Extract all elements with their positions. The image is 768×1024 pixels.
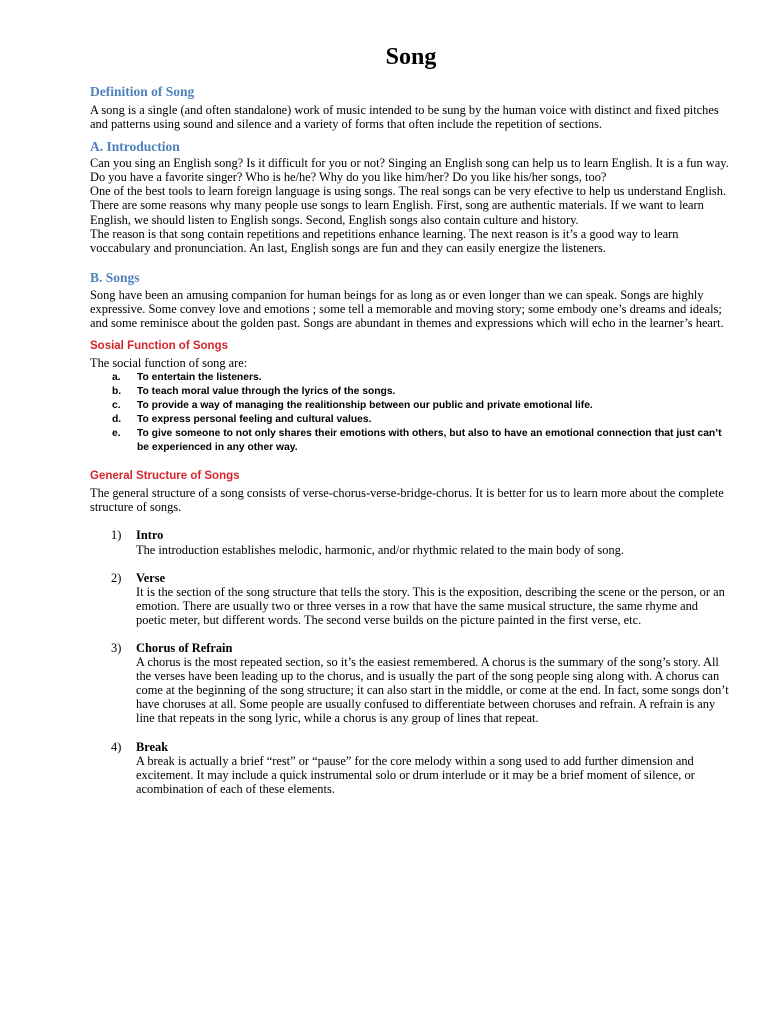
structure-item-intro xyxy=(90,528,730,556)
page-title: Song xyxy=(385,44,437,70)
structure-item-title: Break xyxy=(136,739,169,754)
introduction-body xyxy=(90,156,730,255)
list-item-text: To teach moral value through the lyrics of the songs. xyxy=(137,386,396,398)
introduction-paragraph: The reason is that song contain repetitions and repetitions enhance learning. The next reason is it’s a good way to learn voccabulary and pronunciation. An last, English songs are fun and they can easily energize the listeners. xyxy=(90,226,679,255)
list-marker: d. xyxy=(112,414,122,426)
introduction-paragraph: One of the best tools to learn foreign language is using songs. The real songs can be very efective to help us understand English. xyxy=(90,184,727,199)
structure-item-text: The introduction establishes melodic, harmonic, and/or rhythmic related to the main body of song. xyxy=(136,542,624,557)
structure-item-text: A break is actually a brief “rest” or “pause” for the core melody within a song used to add further dimension and excitement. It may include a quick instrumental solo or drum interlude or it may be a brief moment of silence, or acombination of each of these elements. xyxy=(136,753,695,796)
introduction-paragraph: Can you sing an English song? Is it difficult for you or not? Singing an English song can help us to learn English. It is a fun way. xyxy=(90,156,729,171)
introduction-paragraph: Do you have a favorite singer? Who is he/he? Why do you like him/her? Do you like his/her songs, too? xyxy=(90,170,607,185)
structure-item-number: 3) xyxy=(111,640,122,655)
structure-item-text: It is the section of the song structure that tells the story. This is the exposition, describing the scene or the person, or an emotion. There are usually two or three verses in a row that have the same musical structure, the same rhyme and poetic meter, but different words. The second verse builds on the picture painted in the first verse, etc. xyxy=(136,584,725,627)
definition-text: A song is a single (and often standalone) work of music intended to be sung by the human voice with distinct and fixed pitches and patterns using sound and silence and a variety of forms that often include the repetition of sections. xyxy=(90,103,719,132)
introduction-paragraph: There are some reasons why many people use songs to learn English. First, song are authentic materials. If we want to learn English, we should listen to English songs. Second, English songs also contain culture and history. xyxy=(90,198,704,227)
structure-item-title: Intro xyxy=(136,528,164,543)
structure-item-number: 1) xyxy=(111,528,122,543)
structure-item-number: 2) xyxy=(111,570,122,585)
introduction-heading: A. Introduction xyxy=(90,139,180,155)
list-item-text: To express personal feeling and cultural values. xyxy=(137,414,372,426)
social-function-intro: The social function of song are: xyxy=(90,356,248,371)
list-marker: e. xyxy=(112,428,121,440)
list-item xyxy=(90,371,730,385)
structure-item-chorus xyxy=(90,641,730,726)
general-structure-heading: General Structure of Songs xyxy=(90,470,240,483)
structure-item-title: Verse xyxy=(136,570,166,585)
list-marker: c. xyxy=(112,400,121,412)
structure-item-verse xyxy=(90,571,730,627)
songs-text: Song have been an amusing companion for human beings for as long as or even longer than we can speak. Songs are highly expressive. Some convey love and emotions ; some tell a memorable and moving story; some embody one’s dreams and ideals; and some reminisce about the golden past. Songs are abundant in themes and expressions which will echo in the learner’s heart. xyxy=(90,287,724,331)
general-structure-intro: The general structure of a song consists of verse-chorus-verse-bridge-chorus. It is better for us to learn more about the complete structure of songs. xyxy=(90,486,724,515)
list-item-text: To entertain the listeners. xyxy=(137,372,262,384)
list-item-text: To give someone to not only shares their emotions with others, but also to have an emotional connection that just can’t be experienced in any other way. xyxy=(137,428,722,454)
structure-item-number: 4) xyxy=(111,739,122,754)
list-item-text: To provide a way of managing the realitionship between our public and private emotional life. xyxy=(137,400,593,412)
definition-heading: Definition of Song xyxy=(90,84,195,99)
list-item xyxy=(90,399,730,413)
document-page xyxy=(90,42,730,796)
structure-item-break xyxy=(90,740,730,796)
list-item xyxy=(90,427,730,455)
list-item xyxy=(90,413,730,427)
list-item xyxy=(90,385,730,399)
structure-item-title: Chorus of Refrain xyxy=(136,640,233,655)
social-function-list xyxy=(90,371,730,455)
social-function-heading: Sosial Function of Songs xyxy=(90,340,228,353)
list-marker: a. xyxy=(112,372,121,384)
songs-heading: B. Songs xyxy=(90,269,140,285)
list-marker: b. xyxy=(112,386,122,398)
structure-item-text: A chorus is the most repeated section, so it’s the easiest remembered. A chorus is the summary of the song’s story. All the verses have been leading up to the chorus, and is usually the part of the song people sing along with. A chorus can come at the beginning of the song structure; it can also start in the middle, or come at the end. In fact, some songs don’t have choruses at all. Some people are usually confused to differentiate between choruses and refrain. A refrain is any line that repeats in the song lyric, while a chorus is any group of lines that repeat. xyxy=(136,655,729,726)
